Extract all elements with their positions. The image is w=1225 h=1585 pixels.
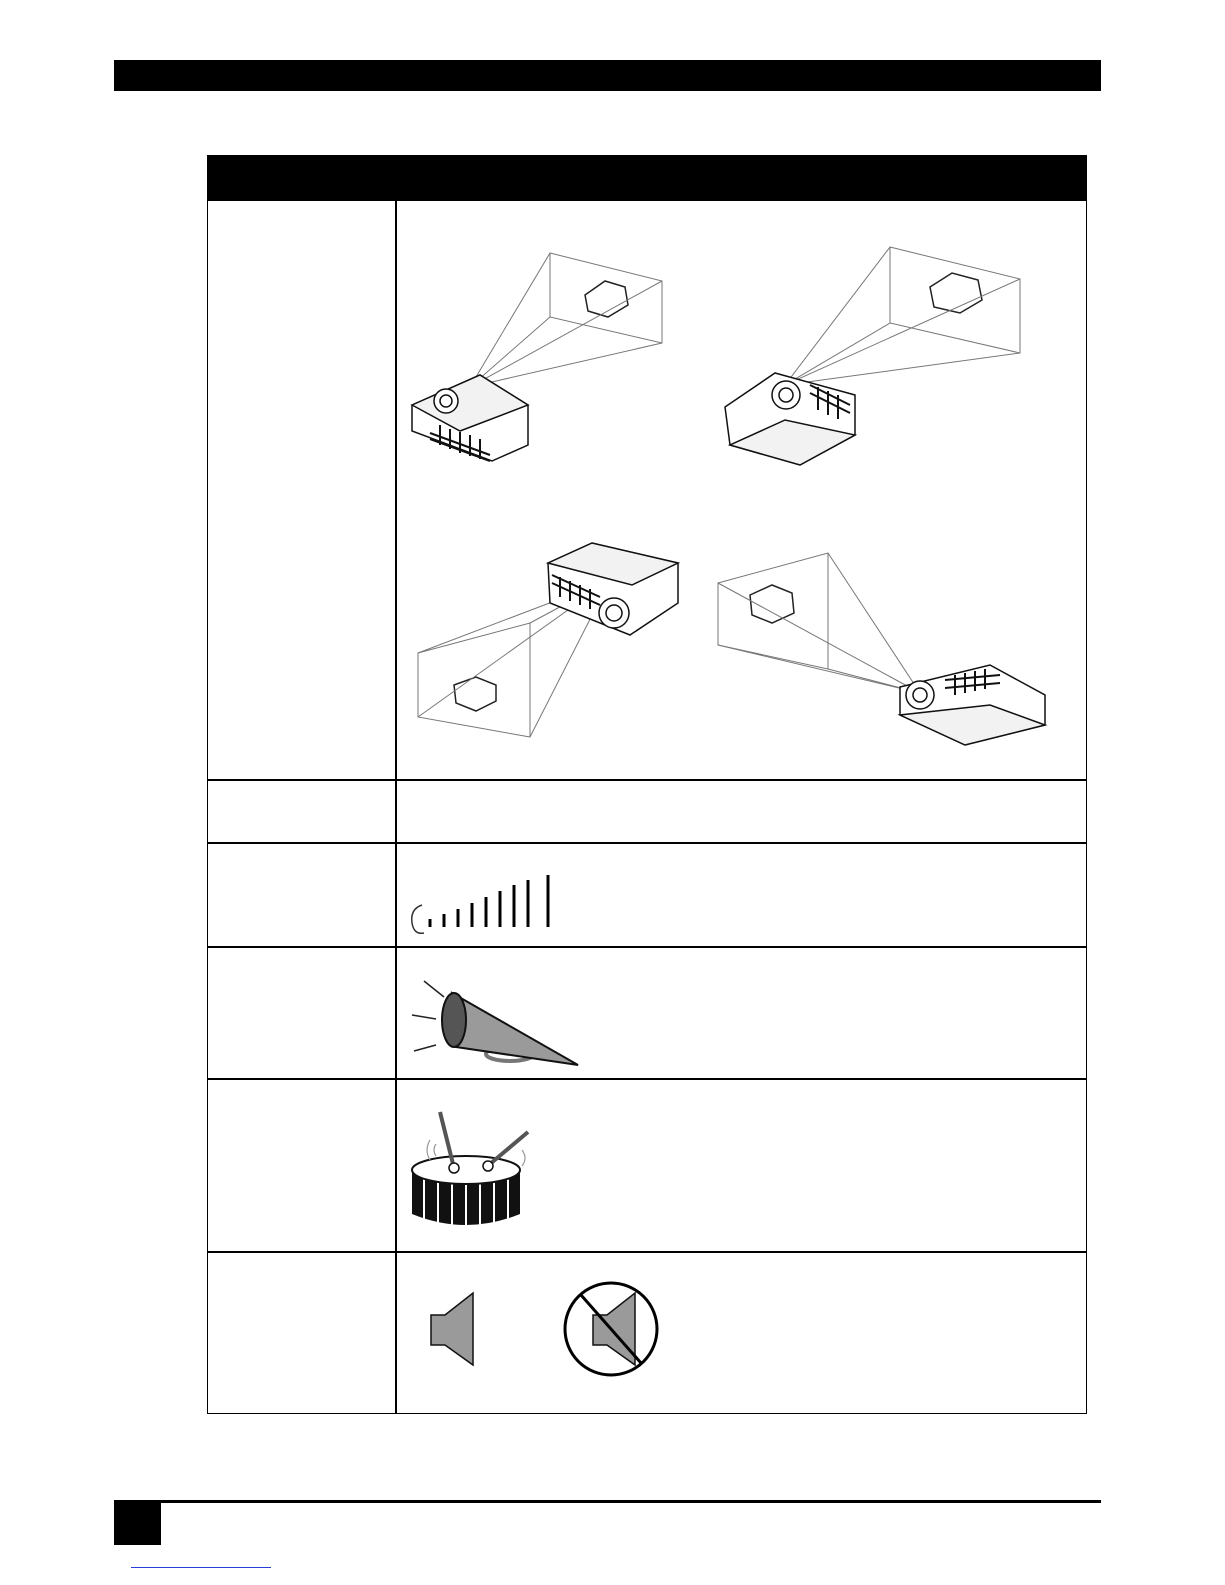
row-divider [207, 1078, 1087, 1080]
treble-icon-cell [410, 975, 585, 1070]
speaker-on-icon [431, 1293, 473, 1365]
footer-link[interactable] [131, 1566, 271, 1568]
mute-icon-cell [425, 1275, 670, 1385]
mute-speaker-icon [425, 1275, 670, 1385]
row-divider [207, 779, 1087, 781]
volume-bars-icon [408, 875, 558, 940]
header-bar [114, 60, 1101, 91]
projector-orientations-icon [400, 225, 1070, 765]
column-divider [395, 201, 397, 1414]
speaker-muted-icon [565, 1283, 657, 1375]
row-divider [207, 946, 1087, 948]
treble-horn-icon [410, 975, 585, 1070]
row-divider [207, 1251, 1087, 1253]
row-divider [207, 842, 1087, 844]
bass-icon-cell [410, 1110, 540, 1230]
footer-rule [114, 1500, 1101, 1503]
projector-orientations-illustration [400, 225, 1070, 765]
page-number-box [114, 1503, 161, 1545]
volume-icon-cell [408, 875, 558, 940]
table-header [207, 155, 1087, 201]
bass-drum-icon [410, 1110, 540, 1230]
